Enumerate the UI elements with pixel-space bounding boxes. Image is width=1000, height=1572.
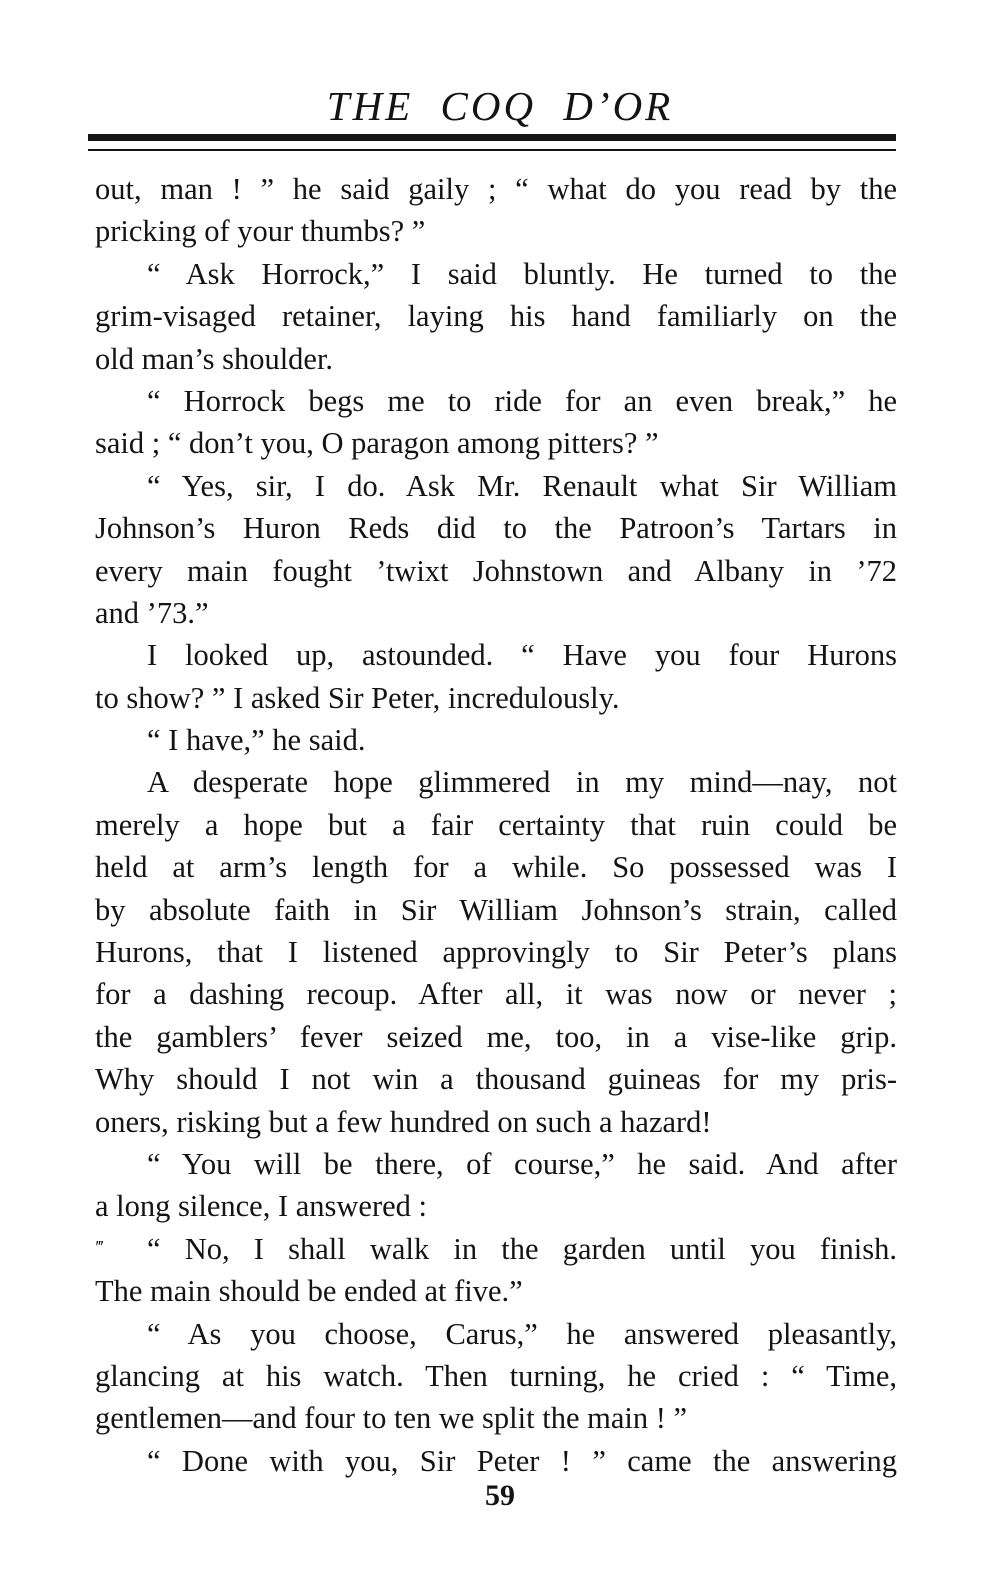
text-line: and ’73.” [95,595,209,630]
text-line: “ No, I shall walk in the garden until you finish. [147,1231,897,1266]
text-line: merely a hope but a fair certainty that ruin could be [95,807,897,842]
text-line: “ Yes, sir, I do. Ask Mr. Renault what Sir William [147,468,897,503]
text-line: Why should I not win a thousand guineas for my pris- [95,1062,897,1097]
text-line: A desperate hope glimmered in my mind—nay, not [147,765,897,800]
text-line: to show? ” I asked Sir Peter, incredulously. [95,680,620,715]
text-line: said ; “ don’t you, O paragon among pitters? ” [95,426,659,461]
text-line: glancing at his watch. Then turning, he cried : “ Time, [95,1358,897,1393]
text-line: the gamblers’ fever seized me, too, in a vise-like grip. [95,1019,897,1054]
text-line: every main fought ’twixt Johnstown and Albany in ’72 [95,553,897,588]
text-line: “ I have,” he said. [147,723,366,758]
header-rule-thin [88,149,896,151]
stray-ink-mark: ‴ [96,1237,104,1257]
text-line: “ Horrock begs me to ride for an even break,” he [147,383,897,418]
text-line: gentlemen—and four to ten we split the main ! ” [95,1401,688,1436]
text-line: oners, risking but a few hundred on such a hazard! [95,1104,712,1139]
text-line: “ Done with you, Sir Peter ! ” came the answering [147,1443,897,1478]
text-line: a long silence, I answered : [95,1189,427,1224]
text-line: “ Ask Horrock,” I said bluntly. He turned to the [147,256,897,291]
text-line: for a dashing recoup. After all, it was now or never ; [95,977,897,1012]
text-line: Johnson’s Huron Reds did to the Patroon’s Tartars in [95,511,897,546]
text-line: grim-visaged retainer, laying his hand familiarly on the [95,299,897,334]
text-line: out, man ! ” he said gaily ; “ what do you read by the [95,172,897,206]
text-line: pricking of your thumbs? ” [95,214,426,249]
text-line: “ You will be there, of course,” he said. And after [147,1146,897,1181]
text-line: The main should be ended at five.” [95,1274,523,1309]
body-text [95,168,897,1482]
running-title: THE COQ D’OR [326,83,674,129]
text-line: old man’s shoulder. [95,341,334,376]
header-rule-thick [88,134,896,141]
text-line: by absolute faith in Sir William Johnson’s strain, called [95,892,897,927]
text-line: held at arm’s length for a while. So possessed was I [95,850,897,885]
text-line: “ As you choose, Carus,” he answered pleasantly, [147,1316,897,1351]
page-number: 59 [485,1479,515,1512]
text-line: Hurons, that I listened approvingly to Sir Peter’s plans [95,935,897,970]
text-line: I looked up, astounded. “ Have you four Hurons [147,638,897,673]
